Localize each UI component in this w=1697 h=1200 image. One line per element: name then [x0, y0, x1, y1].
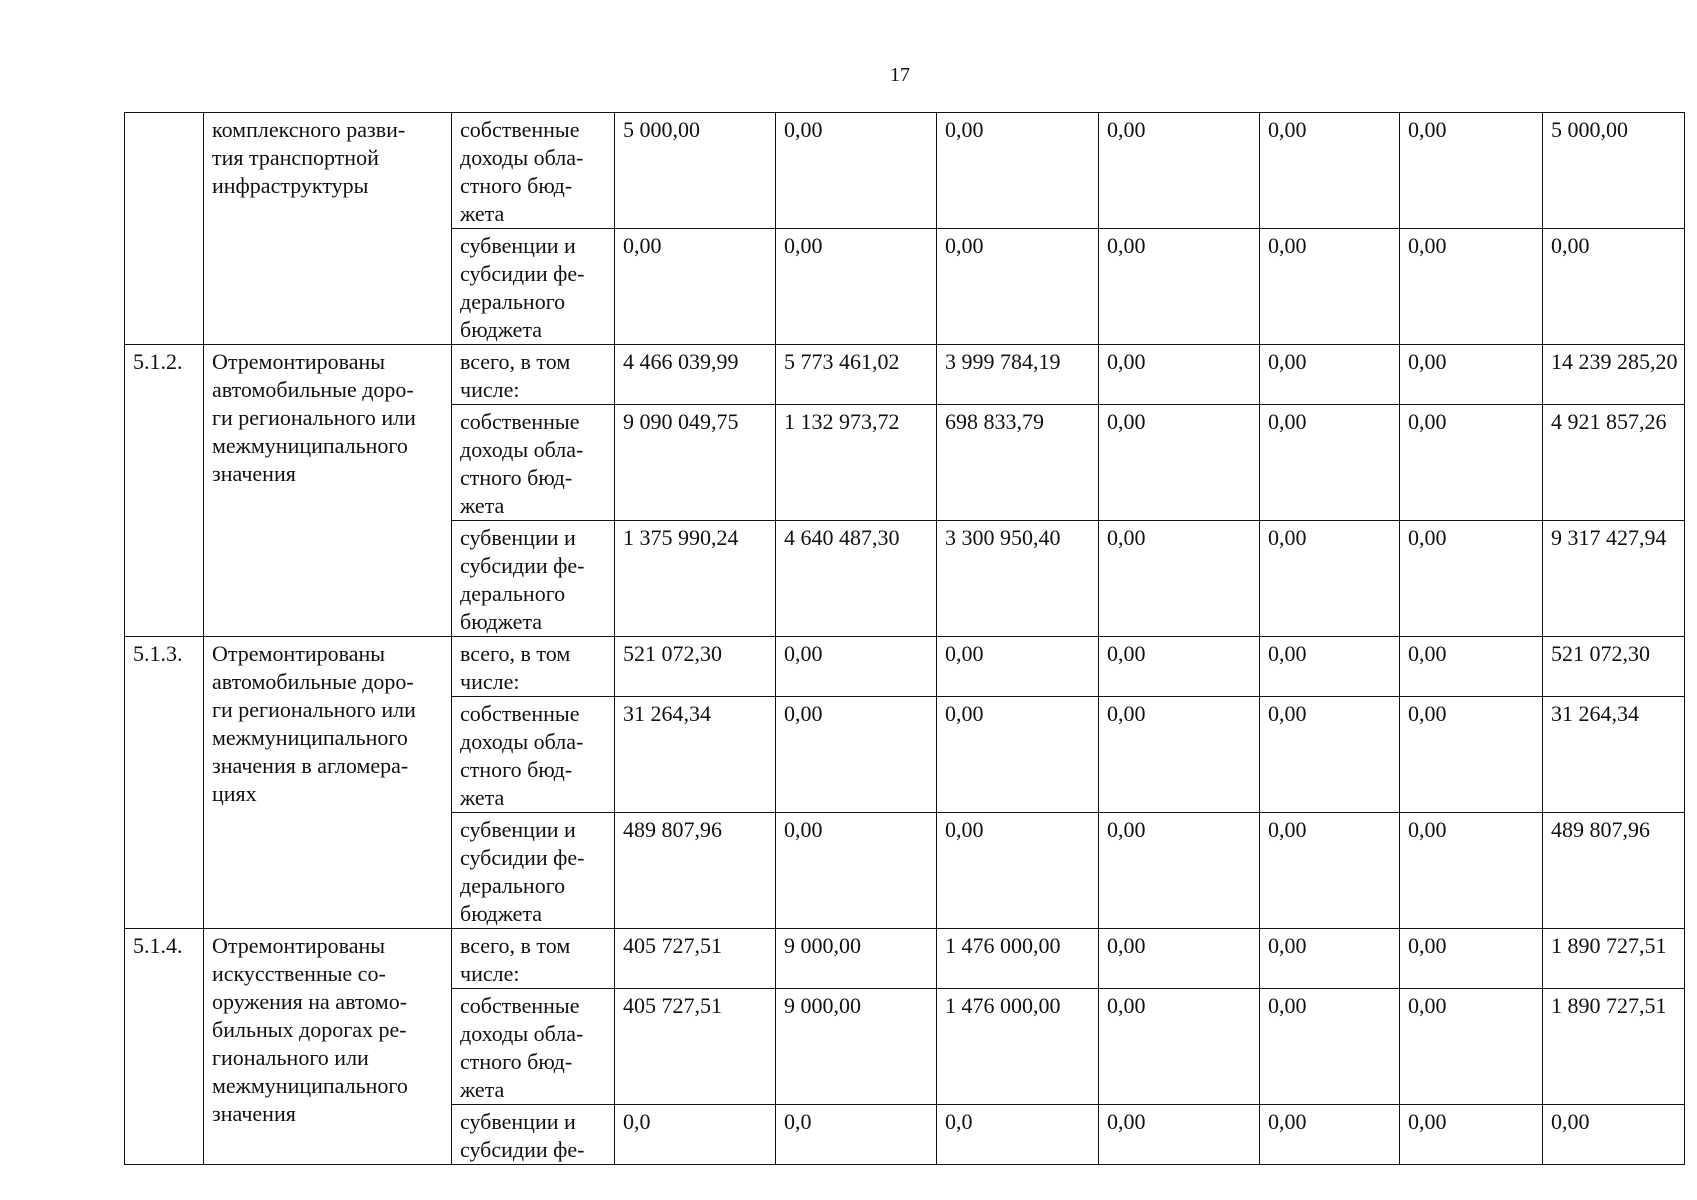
amount-cell: 0,00 [1400, 345, 1543, 405]
item-name: Отремонтированы автомобильные доро- ги регионального или межмуниципального значения в агломера- циях [204, 637, 452, 929]
funding-source: субвенции и субсидии фе- дерального бюджета [452, 813, 615, 929]
funding-source: собственные доходы обла- стного бюд- жета [452, 697, 615, 813]
table-row [125, 113, 1685, 229]
amount-cell: 405 727,51 [615, 929, 776, 989]
item-code: 5.1.4. [125, 929, 204, 1165]
amount-cell: 3 999 784,19 [937, 345, 1099, 405]
amount-cell: 0,00 [776, 697, 937, 813]
amount-cell: 0,00 [1099, 405, 1260, 521]
funding-source: собственные доходы обла- стного бюд- жета [452, 113, 615, 229]
amount-cell: 0,00 [1260, 989, 1400, 1105]
item-code [125, 113, 204, 345]
amount-cell: 0,00 [1400, 813, 1543, 929]
amount-cell: 0,00 [1400, 113, 1543, 229]
table-row [125, 637, 1685, 697]
amount-cell: 9 000,00 [776, 989, 937, 1105]
amount-cell: 0,00 [1543, 229, 1685, 345]
amount-cell: 489 807,96 [1543, 813, 1685, 929]
amount-cell: 0,00 [776, 813, 937, 929]
amount-cell: 0,00 [937, 229, 1099, 345]
funding-source: собственные доходы обла- стного бюд- жета [452, 405, 615, 521]
amount-cell: 405 727,51 [615, 989, 776, 1105]
amount-cell: 1 890 727,51 [1543, 989, 1685, 1105]
amount-cell: 0,00 [1400, 989, 1543, 1105]
item-code: 5.1.3. [125, 637, 204, 929]
amount-cell: 1 132 973,72 [776, 405, 937, 521]
funding-source: всего, в том числе: [452, 345, 615, 405]
amount-cell: 521 072,30 [1543, 637, 1685, 697]
amount-cell: 0,00 [776, 229, 937, 345]
amount-cell: 1 890 727,51 [1543, 929, 1685, 989]
amount-cell: 0,00 [1099, 697, 1260, 813]
funding-source: всего, в том числе: [452, 929, 615, 989]
amount-cell: 0,00 [1400, 521, 1543, 637]
amount-cell: 0,0 [776, 1105, 937, 1165]
amount-cell: 3 300 950,40 [937, 521, 1099, 637]
amount-cell: 0,00 [1099, 345, 1260, 405]
amount-cell: 0,00 [1400, 405, 1543, 521]
amount-cell: 0,00 [1260, 405, 1400, 521]
amount-cell: 0,00 [1099, 113, 1260, 229]
amount-cell: 0,00 [1260, 1105, 1400, 1165]
amount-cell: 1 476 000,00 [937, 929, 1099, 989]
amount-cell: 1 375 990,24 [615, 521, 776, 637]
funding-source: всего, в том числе: [452, 637, 615, 697]
amount-cell: 0,00 [1260, 345, 1400, 405]
amount-cell: 5 000,00 [1543, 113, 1685, 229]
amount-cell: 5 000,00 [615, 113, 776, 229]
amount-cell: 0,00 [1099, 929, 1260, 989]
amount-cell: 0,00 [937, 637, 1099, 697]
amount-cell: 0,00 [1099, 229, 1260, 345]
item-name: Отремонтированы автомобильные доро- ги регионального или межмуниципального значения [204, 345, 452, 637]
amount-cell: 0,00 [937, 697, 1099, 813]
funding-source: собственные доходы обла- стного бюд- жета [452, 989, 615, 1105]
amount-cell: 521 072,30 [615, 637, 776, 697]
amount-cell: 4 466 039,99 [615, 345, 776, 405]
table-row [125, 345, 1685, 405]
amount-cell: 0,00 [1400, 929, 1543, 989]
amount-cell: 0,00 [1260, 521, 1400, 637]
amount-cell: 0,00 [1260, 113, 1400, 229]
amount-cell: 0,00 [1099, 813, 1260, 929]
amount-cell: 0,00 [1260, 813, 1400, 929]
amount-cell: 0,00 [615, 229, 776, 345]
item-code: 5.1.2. [125, 345, 204, 637]
amount-cell: 9 000,00 [776, 929, 937, 989]
funding-source: субвенции и субсидии фе- дерального бюджета [452, 521, 615, 637]
amount-cell: 31 264,34 [615, 697, 776, 813]
amount-cell: 0,00 [1099, 1105, 1260, 1165]
amount-cell: 5 773 461,02 [776, 345, 937, 405]
amount-cell: 31 264,34 [1543, 697, 1685, 813]
amount-cell: 0,00 [776, 637, 937, 697]
amount-cell: 0,00 [1400, 229, 1543, 345]
amount-cell: 0,0 [615, 1105, 776, 1165]
amount-cell: 0,00 [1260, 697, 1400, 813]
amount-cell: 0,00 [1099, 637, 1260, 697]
page-number: 17 [890, 64, 910, 86]
budget-table-body [125, 113, 1685, 1165]
amount-cell: 0,00 [1400, 1105, 1543, 1165]
amount-cell: 0,00 [937, 113, 1099, 229]
amount-cell: 0,00 [1400, 637, 1543, 697]
amount-cell: 0,00 [1400, 697, 1543, 813]
amount-cell: 0,00 [937, 813, 1099, 929]
amount-cell: 9 317 427,94 [1543, 521, 1685, 637]
amount-cell: 0,00 [1260, 929, 1400, 989]
amount-cell: 9 090 049,75 [615, 405, 776, 521]
amount-cell: 1 476 000,00 [937, 989, 1099, 1105]
budget-table [124, 112, 1685, 1165]
amount-cell: 0,00 [1260, 637, 1400, 697]
amount-cell: 0,00 [1099, 521, 1260, 637]
amount-cell: 0,00 [1543, 1105, 1685, 1165]
amount-cell: 4 921 857,26 [1543, 405, 1685, 521]
amount-cell: 0,00 [1260, 229, 1400, 345]
funding-source: субвенции и субсидии фе- [452, 1105, 615, 1165]
item-name: комплексного разви- тия транспортной инфраструктуры [204, 113, 452, 345]
amount-cell: 698 833,79 [937, 405, 1099, 521]
item-name: Отремонтированы искусственные со- оружения на автомо- бильных дорогах ре- гионального или межмуниципального значения [204, 929, 452, 1165]
table-row [125, 929, 1685, 989]
amount-cell: 0,0 [937, 1105, 1099, 1165]
funding-source: субвенции и субсидии фе- дерального бюджета [452, 229, 615, 345]
amount-cell: 0,00 [1099, 989, 1260, 1105]
amount-cell: 0,00 [776, 113, 937, 229]
amount-cell: 4 640 487,30 [776, 521, 937, 637]
amount-cell: 14 239 285,20 [1543, 345, 1685, 405]
amount-cell: 489 807,96 [615, 813, 776, 929]
